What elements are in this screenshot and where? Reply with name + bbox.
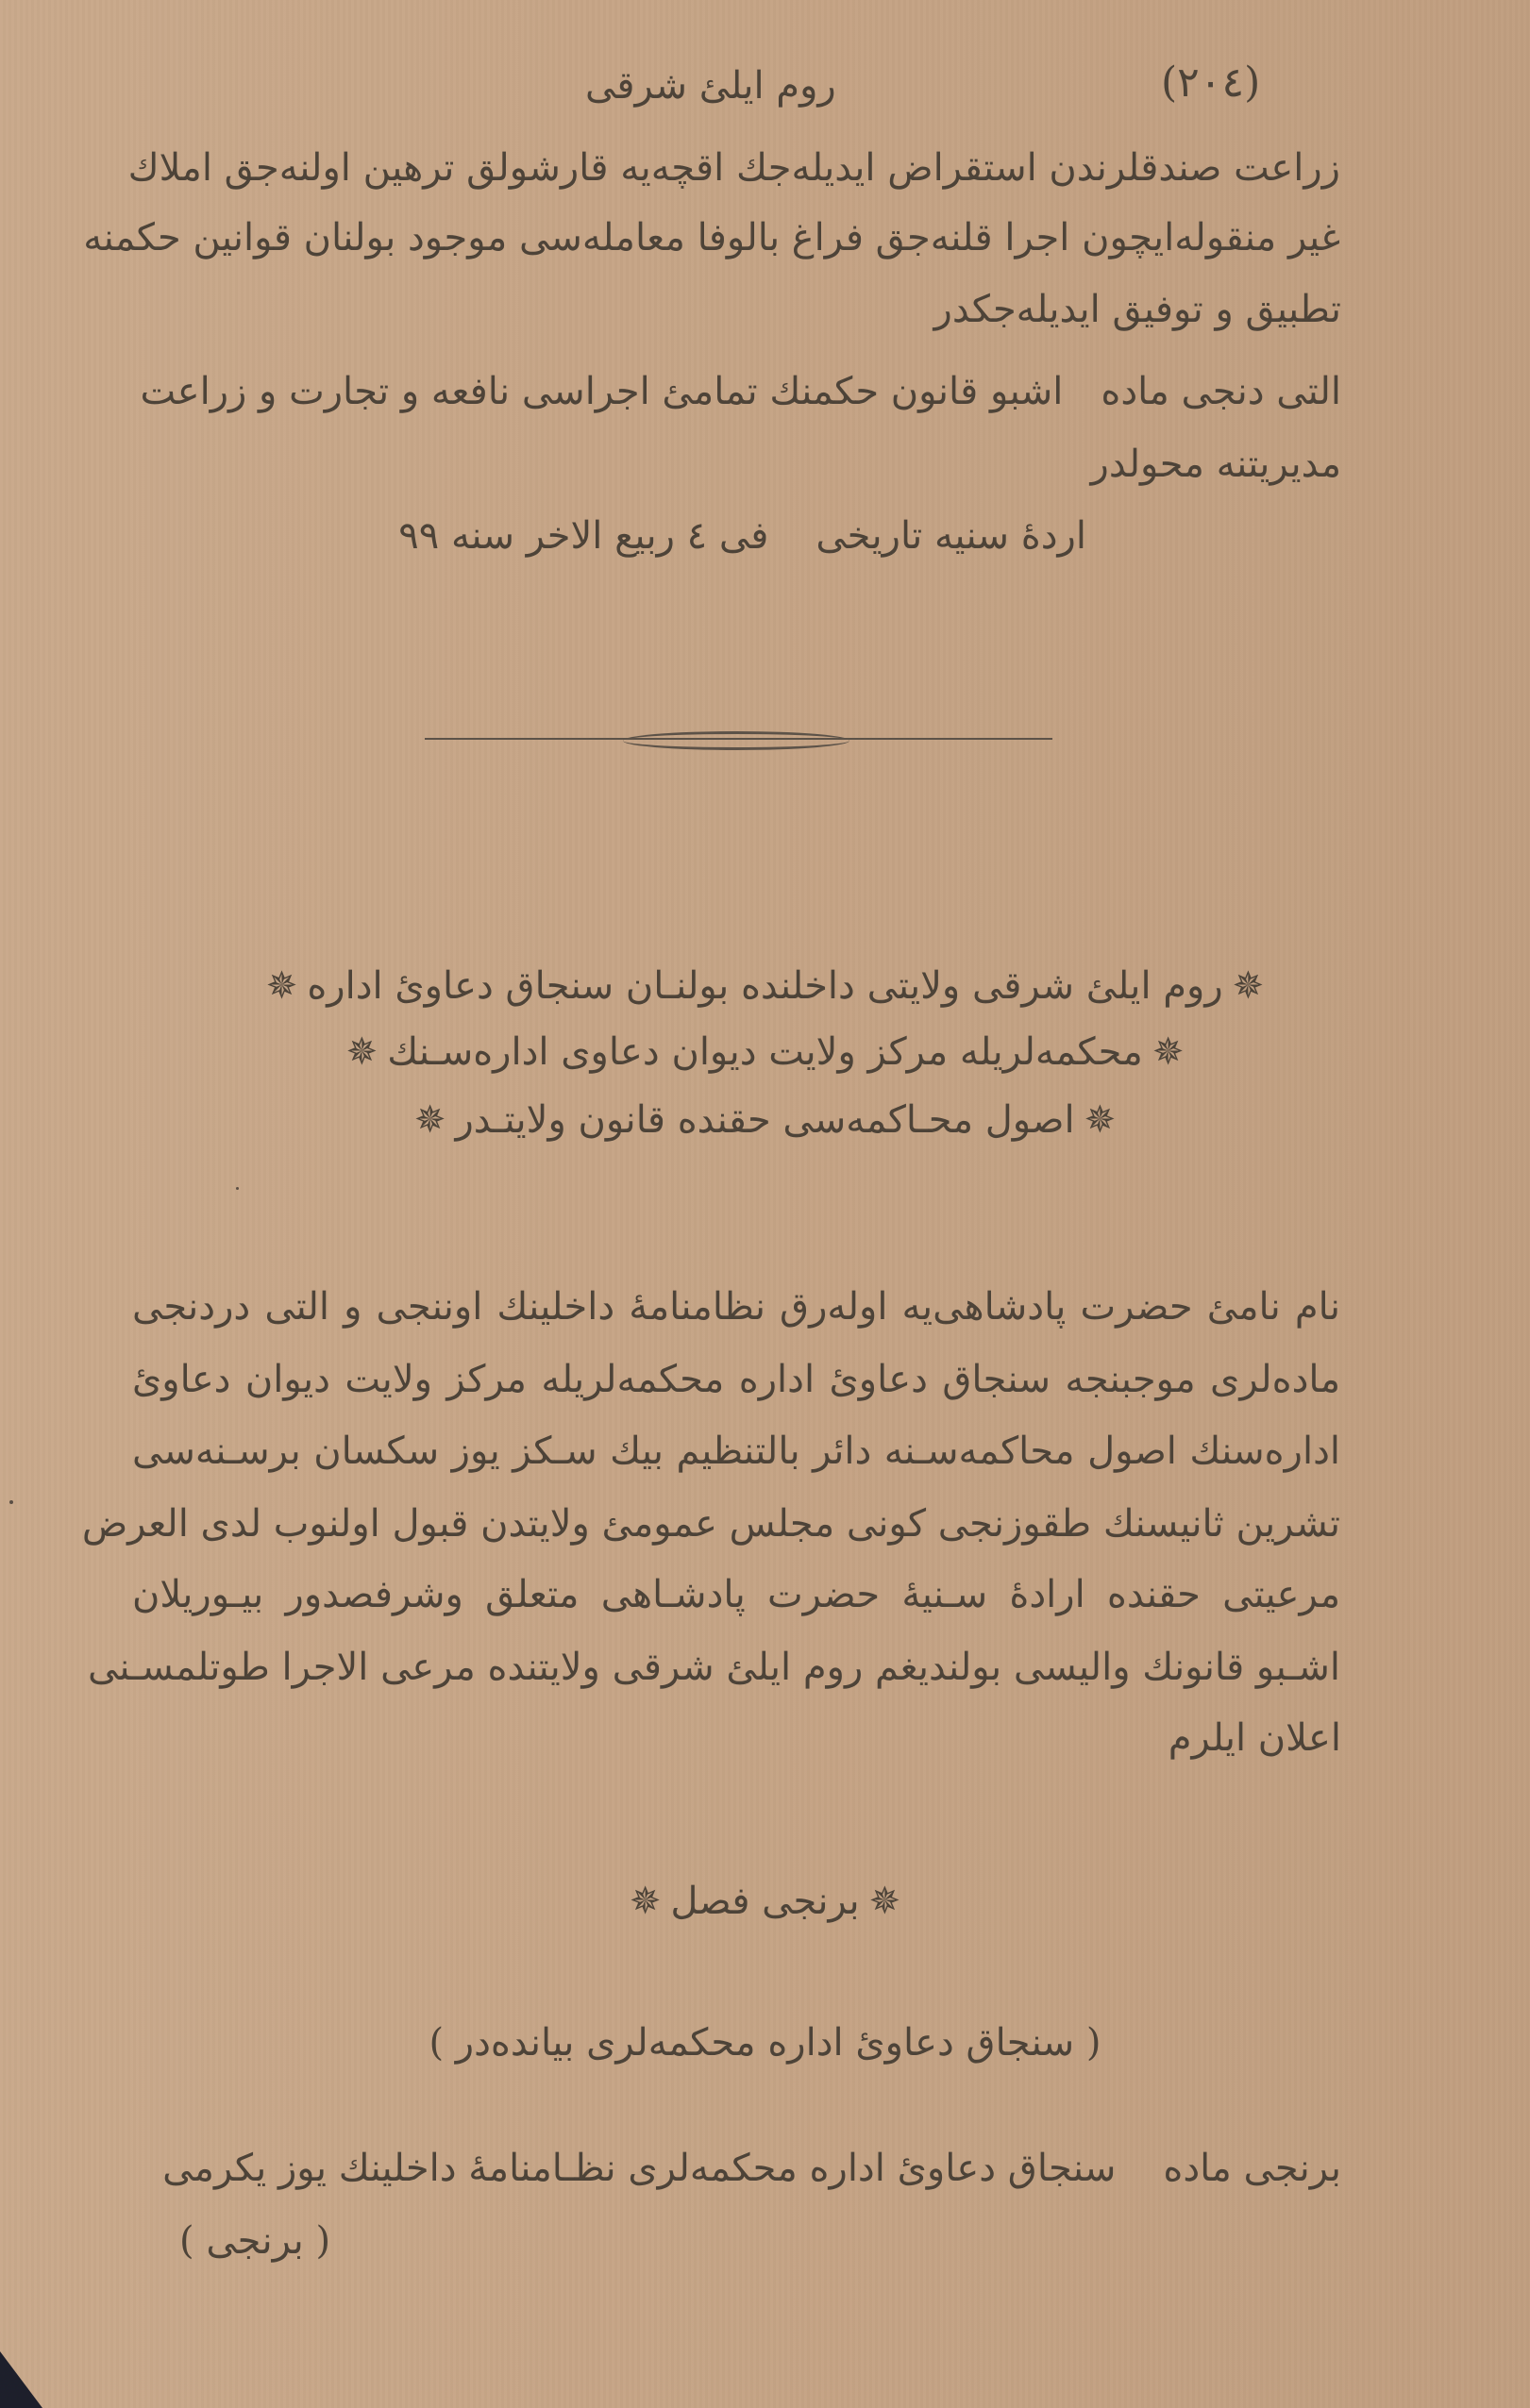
article-text: سنجاق دعاوئ اداره محکمه‌لری نظـامنامهٔ داخلینك یوز یکرمی xyxy=(162,2147,1117,2190)
body-line: زراعت صندقلرندن استقراض ایدیله‌جك اقچه‌یه قارشولق ترهین اولنه‌جق املاك xyxy=(127,146,1340,190)
preamble-line: مرعیتی حقنده ارادهٔ سـنیهٔ حضرت پادشـاهی متعلق وشرفصدور بیـوریلان xyxy=(132,1573,1340,1616)
star-ornament-icon: ✵ xyxy=(413,1098,446,1142)
article-text: اشبو قانون حکمنك تمامئ اجراسی نافعه و تجارت و زراعت xyxy=(140,370,1064,413)
chapter-title xyxy=(0,1873,1530,1930)
divider-flourish xyxy=(623,731,849,750)
star-ornament-icon: ✵ xyxy=(265,964,298,1008)
page-corner-shadow xyxy=(0,2351,42,2408)
star-ornament-icon: ✵ xyxy=(868,1880,901,1923)
body-line: مدیریتنه محولدر xyxy=(1090,443,1341,486)
preamble-line: اشـبو قانونك والیسی بولندیغم روم ایلئ شرقی ولایتنده مرعی الاجرا طوتلمسـنی xyxy=(88,1646,1340,1689)
running-title: روم ایلئ شرقی xyxy=(585,64,836,108)
star-ornament-icon: ✵ xyxy=(629,1880,662,1923)
scan-speck xyxy=(236,1187,239,1190)
article-label: التی دنجی ماده xyxy=(1101,370,1341,413)
decree-date-value: فی ٤ ربیع الاخر سنه ٩٩ xyxy=(398,514,769,558)
page-number: (٢٠٤) xyxy=(1161,59,1261,107)
article-continuation: ( برنجی ) xyxy=(179,2219,331,2263)
body-line: تطبیق و توفیق ایدیله‌جکدر xyxy=(933,288,1341,331)
section-title-line xyxy=(0,1024,1530,1080)
section-title-text: روم ایلئ شرقی ولایتی داخلنده بولنـان سنجاق دعاوئ اداره xyxy=(307,964,1223,1008)
section-title-text: محکمه‌لریله مرکز ولایت دیوان دعاوی اداره‌سـنك xyxy=(387,1030,1143,1074)
article-one xyxy=(133,2140,1341,2197)
chapter-title-text: برنجی فصل xyxy=(670,1880,860,1923)
section-title-text: اصول محـاکمه‌سی حقنده قانون ولایتـدر xyxy=(455,1098,1075,1142)
article-label: برنجی ماده xyxy=(1163,2147,1341,2190)
decree-date xyxy=(398,508,1086,564)
section-title-line xyxy=(0,958,1530,1014)
preamble-line: تشرین ثانیسنك طقوزنجی کونی مجلس عمومئ ولایتدن قبول اولنوب لدی العرض xyxy=(81,1502,1340,1546)
star-ornament-icon: ✵ xyxy=(1084,1098,1117,1142)
scan-speck xyxy=(9,1500,13,1504)
preamble-line: اعلان ایلرم xyxy=(1168,1716,1341,1760)
preamble-line: نام نامئ حضرت پادشاهی‌یه اوله‌رق نظامنامهٔ داخلینك اوننجی و التی دردنجی xyxy=(132,1285,1340,1329)
article-six xyxy=(133,363,1341,420)
section-title-line xyxy=(0,1092,1530,1148)
star-ornament-icon: ✵ xyxy=(345,1030,378,1074)
preamble-line: ماده‌لری موجبنجه سنجاق دعاوئ اداره محکمه‌لریله مرکز ولایت دیوان دعاوئ xyxy=(132,1358,1340,1401)
body-line: غیر منقوله‌ایچون اجرا قلنه‌جق فراغ بالوفا معامله‌سی موجود بولنان قوانین حکمنه xyxy=(83,216,1340,259)
star-ornament-icon: ✵ xyxy=(1232,964,1265,1008)
star-ornament-icon: ✵ xyxy=(1152,1030,1185,1074)
ornamental-divider xyxy=(425,729,1052,748)
preamble-line: اداره‌سنك اصول محاکمه‌سـنه دائر بالتنظیم بیك سـکز یوز سکسان برسـنه‌سی xyxy=(132,1430,1340,1473)
decree-label: ارده‌ٔ سنیه تاریخی xyxy=(815,514,1086,558)
chapter-subtitle: ( سنجاق دعاوئ اداره محکمه‌لری بیانده‌در ) xyxy=(429,2021,1101,2065)
